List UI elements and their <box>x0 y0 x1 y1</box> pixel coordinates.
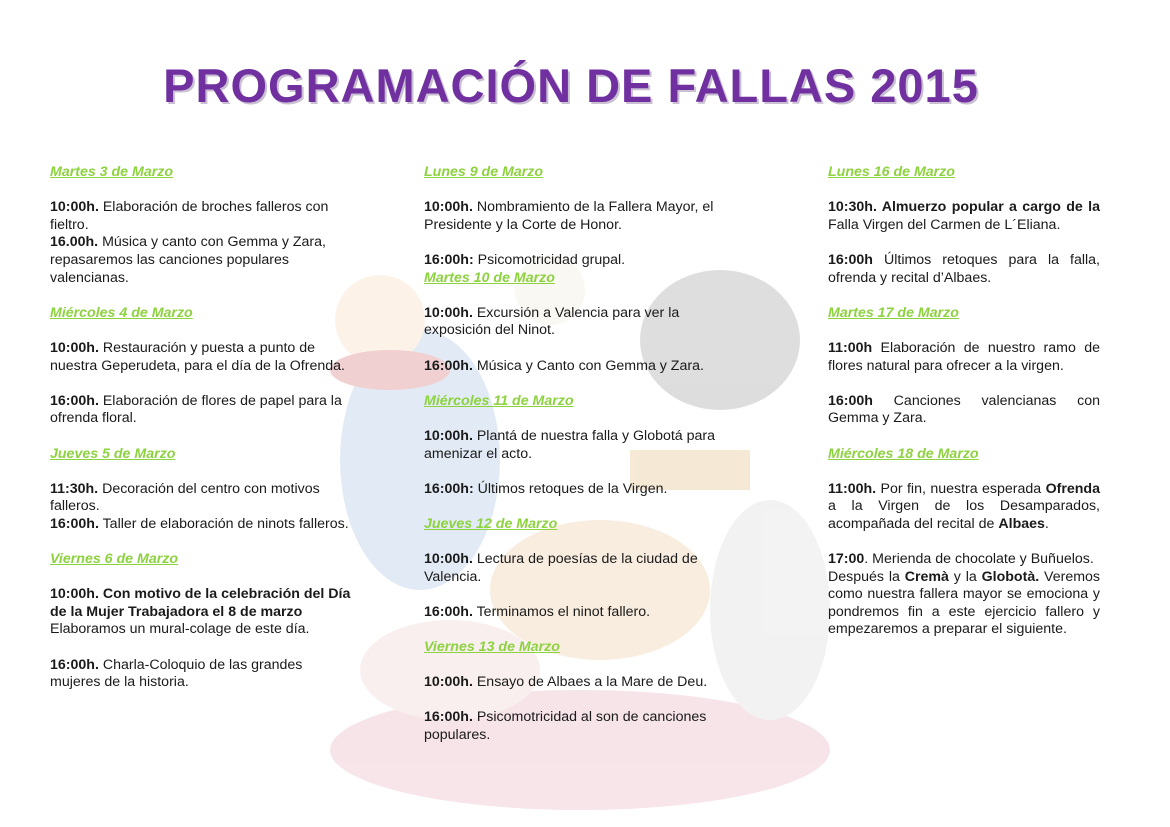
event-item: 16:00h. Terminamos el ninot fallero. <box>424 603 651 620</box>
event-item: 16:00h: Psicomotricidad grupal. <box>424 251 626 268</box>
event-item: 16:00h. Música y Canto con Gemma y Zara. <box>424 357 704 374</box>
schedule-column-3 <box>828 164 1100 639</box>
event-item: 16:00h: Últimos retoques de la Virgen. <box>424 480 668 497</box>
day-heading: Miércoles 4 de Marzo <box>50 304 193 321</box>
event-item: 10:00h. Plantá de nuestra falla y Globotá para amenizar el acto. <box>424 427 716 462</box>
day-heading: Martes 10 de Marzo <box>424 269 555 286</box>
page-title: PROGRAMACIÓN DE FALLAS 2015 <box>163 59 979 112</box>
event-item: 11:00h Elaboración de nuestro ramo de flores natural para ofrecer a la virgen. <box>828 339 1100 374</box>
day-heading: Martes 17 de Marzo <box>828 304 959 321</box>
day-heading: Viernes 6 de Marzo <box>50 551 178 568</box>
event-item: 10:00h. Excursión a Valencia para ver la exposición del Ninot. <box>424 304 680 339</box>
schedule-column-2 <box>424 164 742 745</box>
event-item: 16:00h. Taller de elaboración de ninots falleros. <box>50 515 349 532</box>
event-item: 16:00h Últimos retoques para la falla, ofrenda y recital d’Albaes. <box>828 251 1100 286</box>
event-item: 16.00h. Música y canto con Gemma y Zara, repasaremos las canciones populares valencianas. <box>50 234 326 286</box>
event-item: 11:00h. Por fin, nuestra esperada Ofrenda a la Virgen de los Desamparados, acompañada del recital de Albaes. <box>828 480 1100 532</box>
event-item: 11:30h. Decoración del centro con motivos falleros. <box>50 480 320 515</box>
event-item: Después la Cremà y la Globotà. Veremos como nuestra fallera mayor se emociona y pondremos fin a este ejercicio fallero y empezaremos a preparar el siguiente. <box>828 568 1101 638</box>
day-heading: Lunes 16 de Marzo <box>828 164 955 180</box>
event-item: 16:00h. Psicomotricidad al son de canciones populares. <box>424 709 707 743</box>
event-item: 10:00h. Ensayo de Albaes a la Mare de Deu. <box>424 674 708 691</box>
day-heading: Martes 3 de Marzo <box>50 164 173 180</box>
event-item: 10:00h. Con motivo de la celebración del Día de la Mujer Trabajadora el 8 de marzo Elaboramos un mural-colage de este día. <box>50 586 351 638</box>
event-item: 10:00h. Restauración y puesta a punto de nuestra Geperudeta, para el día de la Ofrenda. <box>50 339 345 374</box>
day-heading: Jueves 5 de Marzo <box>50 445 176 462</box>
event-item: 17:00. Merienda de chocolate y Buñuelos. <box>828 551 1094 568</box>
event-item: 10:30h. Almuerzo popular a cargo de la Falla Virgen del Carmen de L´Eliana. <box>828 199 1100 233</box>
day-heading: Viernes 13 de Marzo <box>424 639 560 656</box>
event-item: 16:00h. Elaboración de flores de papel para la ofrenda floral. <box>50 392 342 427</box>
event-item: 10:00h. Nombramiento de la Fallera Mayor, el Presidente y la Corte de Honor. <box>424 199 714 233</box>
schedule-column-1 <box>50 164 353 692</box>
event-item: 10:00h. Lectura de poesías de la ciudad de Valencia. <box>424 551 698 585</box>
day-heading: Miércoles 11 de Marzo <box>424 392 574 409</box>
day-heading: Lunes 9 de Marzo <box>424 164 544 180</box>
event-item: 10:00h. Elaboración de broches falleros con fieltro. <box>50 199 329 233</box>
event-item: 16:00h. Charla-Coloquio de las grandes mujeres de la historia. <box>50 656 303 691</box>
day-heading: Jueves 12 de Marzo <box>424 515 558 532</box>
day-heading: Miércoles 18 de Marzo <box>828 445 979 462</box>
event-item: 16:00h Canciones valencianas con Gemma y Zara. <box>828 392 1100 427</box>
